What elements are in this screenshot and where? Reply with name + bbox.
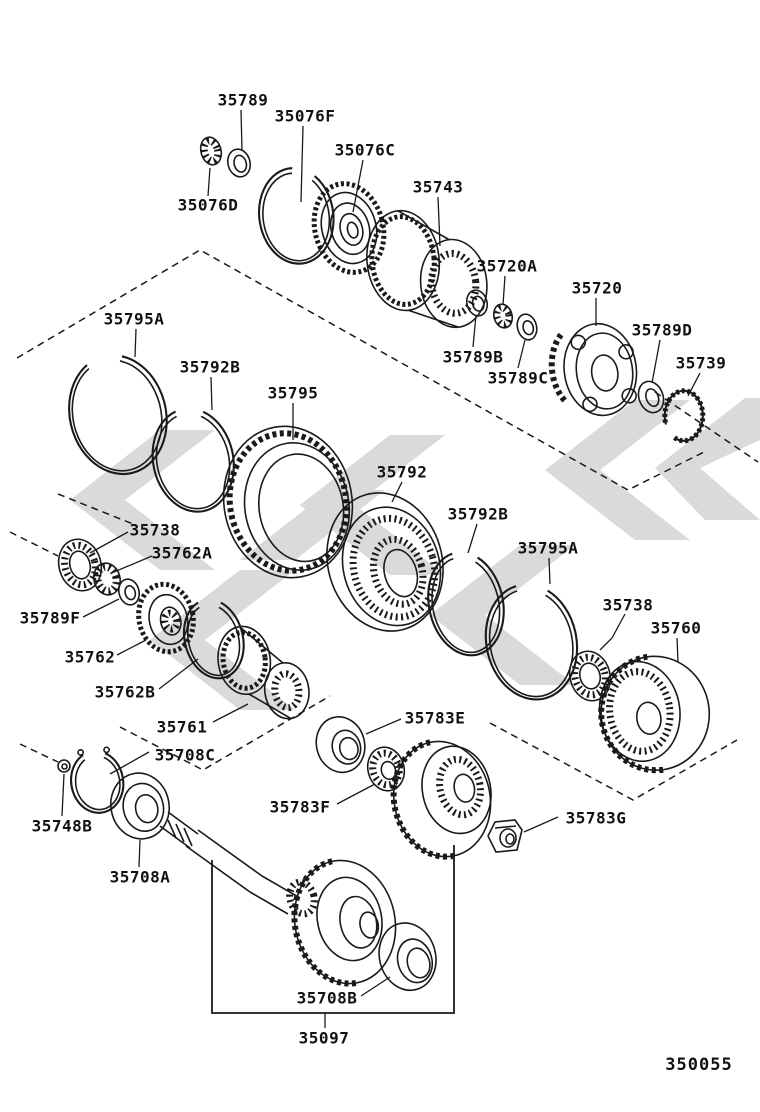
part-label-35762A: 35762A xyxy=(151,543,213,563)
figure-code: 350055 xyxy=(665,1055,733,1075)
part-35743-clutch-drum xyxy=(362,202,491,336)
part-label-35748B: 35748B xyxy=(31,816,93,836)
part-label-35076F: 35076F xyxy=(274,106,336,126)
part-label-35762B: 35762B xyxy=(94,682,156,702)
part-35739-snap-ring xyxy=(665,391,703,441)
part-label-35783E: 35783E xyxy=(404,708,466,728)
part-label-35789: 35789 xyxy=(217,90,269,110)
part-label-35097: 35097 xyxy=(298,1028,350,1048)
part-label-35789B: 35789B xyxy=(442,347,504,367)
part-35748B-ring xyxy=(58,760,70,772)
part-label-35795A-2: 35795A xyxy=(517,538,579,558)
part-label-35708C: 35708C xyxy=(154,745,216,765)
part-label-35720A: 35720A xyxy=(476,256,538,276)
part-35097-final-gear xyxy=(283,851,407,993)
part-label-35743: 35743 xyxy=(412,177,464,197)
part-label-35761: 35761 xyxy=(156,717,208,737)
part-label-35762: 35762 xyxy=(64,647,116,667)
part-label-35783F: 35783F xyxy=(269,797,331,817)
part-35076F-snap-ring xyxy=(253,163,340,268)
part-35789-ring xyxy=(225,147,253,180)
part-35097-output-shaft xyxy=(160,812,318,917)
part-label-35076C: 35076C xyxy=(334,140,396,160)
part-label-35720: 35720 xyxy=(571,278,623,298)
part-label-35708B: 35708B xyxy=(296,988,358,1008)
part-35783E-bearing xyxy=(310,711,371,778)
part-label-35792: 35792 xyxy=(376,462,428,482)
part-label-35792B-1: 35792B xyxy=(179,357,241,377)
part-35076C-clutch-pack xyxy=(305,176,394,281)
part-label-35076D: 35076D xyxy=(177,195,239,215)
part-35760-clutch-drum xyxy=(593,649,717,777)
part-label-35738-2: 35738 xyxy=(602,595,654,615)
part-label-35792B-2: 35792B xyxy=(447,504,509,524)
part-35783-driven-gear xyxy=(383,732,503,866)
part-label-35738-1: 35738 xyxy=(129,520,181,540)
part-label-35739: 35739 xyxy=(675,353,727,373)
part-label-35789C: 35789C xyxy=(487,368,549,388)
part-35789C-race xyxy=(514,312,539,342)
part-35783G-lock-nut xyxy=(488,820,522,852)
part-label-35789F: 35789F xyxy=(19,608,81,628)
part-label-35789D: 35789D xyxy=(631,320,693,340)
part-label-35795: 35795 xyxy=(267,383,319,403)
part-35720A-bearing xyxy=(491,302,515,330)
part-35076D-washer xyxy=(198,135,225,167)
part-label-35708A: 35708A xyxy=(109,867,171,887)
part-label-35795A-1: 35795A xyxy=(103,309,165,329)
part-label-35760: 35760 xyxy=(650,618,702,638)
part-label-35783G: 35783G xyxy=(565,808,627,828)
part-35708C-snap-ring xyxy=(66,743,129,817)
